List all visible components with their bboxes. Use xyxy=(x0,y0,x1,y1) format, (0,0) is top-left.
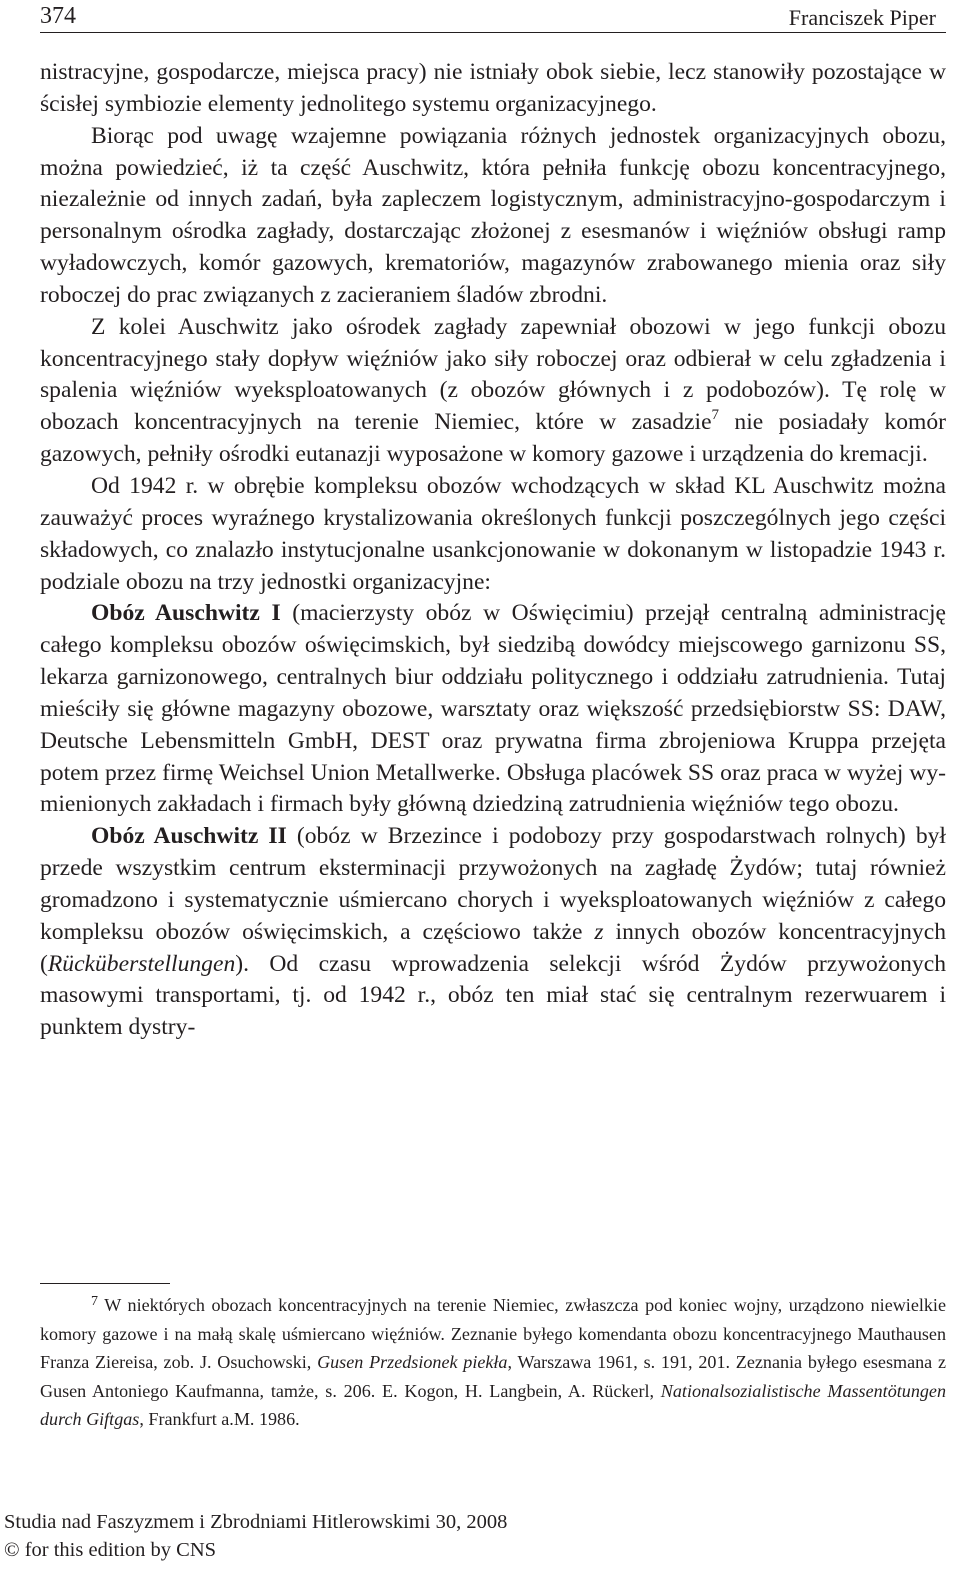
footnote-separator xyxy=(40,1283,170,1284)
journal-citation: Studia nad Faszyzmem i Zbrodniami Hitlerowskimi 30, 2008 xyxy=(4,1511,508,1533)
paragraph-auschwitz-i: Obóz Auschwitz I (macierzysty obóz w Oświęcimiu) przejął centralną administrację całego kompleksu obozów oświęcimskich, był siedzibą dowódcy miejscowego garnizonu SS, lekarza garnizonowego, centralnych biur oddziału politycznego i oddziału zatrudnienia. Tutaj mieściły się główne magazyny obozowe, warsztaty oraz większość przedsiębiorstw SS: DAW, Deutsche Lebensmitteln GmbH, DEST oraz prywatna firma zbrojeniowa Kruppa przejęta potem przez firmę Weichsel Union Metallwerke. Obsługa placówek SS oraz praca w wyżej wymienionych zakładach i firmach były główną dziedziną zatrudnienia więźniów tego obozu. xyxy=(40,600,946,818)
italic-term: z xyxy=(594,918,604,945)
bold-term: Obóz Auschwitz II xyxy=(91,823,287,850)
page-number: 374 xyxy=(40,3,76,29)
paragraph-auschwitz-ii: Obóz Auschwitz II (obóz w Brzezince i podobozy przy gospodarstwach rolnych) był przede wszystkim centrum eksterminacji przywożonych na zagładę Żydów; tutaj również gromadzono i systematycznie uśmiercano chorych i wyeksploatowanych więźniów z całego kompleksu obozów oświęcimskich, a częściowo także z innych obozów koncentracyjnych (Rücküberstellungen). Od czasu wprowadzenia selekcji wśród Żydów przywożonych masowymi transportami, tj. od 1942 r., obóz ten miał stać się centralnym rezerwuarem i punktem dystry- xyxy=(40,823,946,1041)
main-text xyxy=(40,57,946,1044)
running-header xyxy=(40,2,946,33)
italic-title: Gusen Przedsionek piekła xyxy=(317,1352,508,1373)
footnote-number: 7 xyxy=(91,1294,98,1309)
footnote-ref[interactable]: 7 xyxy=(711,407,720,424)
footnote: $^7$ W niektórych obozach koncentracyjnych na terenie Niemiec, zwłaszcza pod koniec wojny, urządzono niewielkie komory gazowe i na małą skalę uśmiercano więźniów. Zeznanie byłego komendanta obozu koncentracyjnego Mauthausen Franza Ziereisa, zob. J. Osuchowski, Gusen Przedsionek piekła, Warszawa 1961, s. 191, 201. Zeznania byłego esesmana z Gusen Antoniego Kaufmanna, tamże, s. 206. E. Kogon, H. Langbein, A. Rückerl, Nationalsozialistische Massentötungen durch Giftgas, Frankfurt a.M. 1986. xyxy=(40,1294,946,1430)
paragraph: Od 1942 r. w obrębie kompleksu obozów wchodzących w skład KL Auschwitz można zauważyć proces wyraźnego krystalizowania określonych funkcji poszczególnych jego części składowych, co znalazło instytucjonalne usankcjonowanie w dokonanym w listopadzie 1943 r. podziale obozu na trzy jednostki organizacyjne: xyxy=(40,472,946,595)
paragraph-continued: nistracyjne, gospodarcze, miejsca pracy) nie istniały obok siebie, lecz stanowiły pozostające w ścisłej symbiozie elementy jednolitego systemu organizacyjnego. xyxy=(40,59,946,117)
running-header-author: Franciszek Piper xyxy=(788,5,936,30)
italic-term: Rücküberstellungen xyxy=(47,950,236,977)
paragraph: Z kolei Auschwitz jako ośrodek zagłady zapewniał obozowi w jego funkcji obozu koncentracyjnego stały dopływ więźniów jako siły roboczej oraz odbierał w celu zgładzenia i spalenia więźniów wyeksploatowanych (z obozów głównych i z podobozów). Tę rolę w obozach koncentracyjnych na terenie Niemiec, które w zasadzie$^7$ nie posiadały komór gazowych, pełniły ośrodki eutanazji wyposażone w komory gazowe i urządzenia do kremacji. xyxy=(40,313,946,468)
paragraph: Biorąc pod uwagę wzajemne powiązania różnych jednostek organizacyjnych obozu, można powiedzieć, iż ta część Auschwitz, która pełniła funkcję obozu koncentracyjnego, niezależnie od innych zadań, była zapleczem logistycznym, administracyjno-gospodarczym i personalnym ośrodka zagłady, dostarczając złożonej z esesmanów i więźniów obsługi ramp wyładowczych, komór gazowych, krematoriów, magazynów zrabowanego mienia oraz siły roboczej do prac związanych z zacieraniem śladów zbrodni. xyxy=(40,122,946,308)
page-footer xyxy=(4,1508,507,1564)
italic-title: Nationalsozialistische Massentötungen durch Giftgas xyxy=(40,1380,946,1430)
bold-term: Obóz Auschwitz I xyxy=(91,600,281,627)
copyright-notice: © for this edition by CNS xyxy=(4,1539,217,1561)
